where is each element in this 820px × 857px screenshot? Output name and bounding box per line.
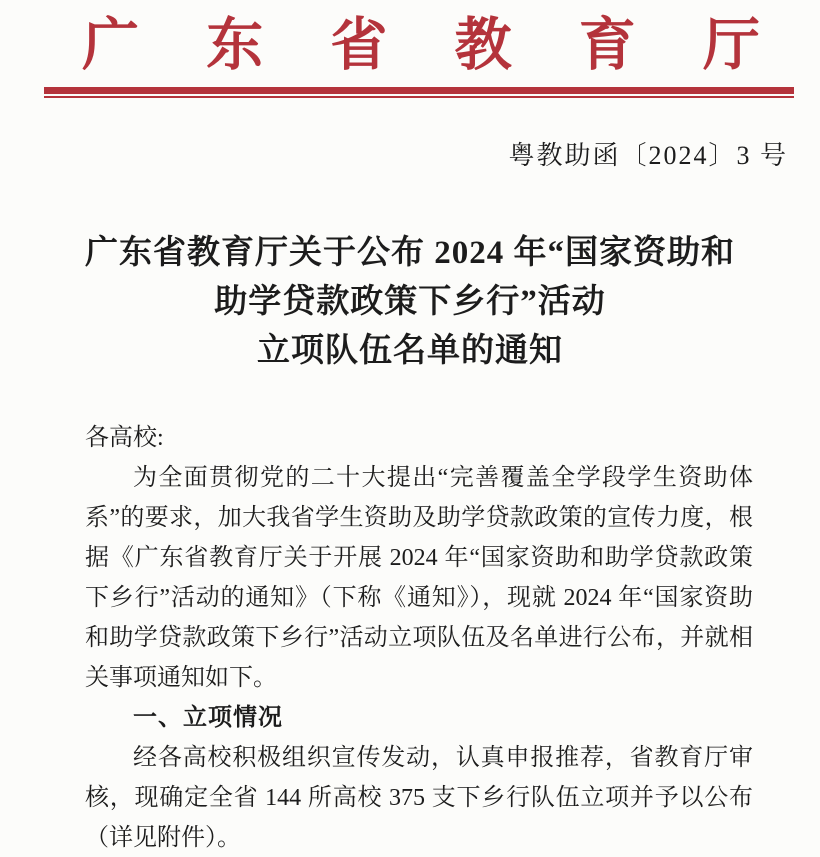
letterhead-char: 教	[454, 14, 512, 77]
document-title-line: 立项队伍名单的通知	[257, 333, 563, 369]
body-line: 关事项通知如下。	[85, 665, 277, 691]
letterhead-rule	[44, 87, 794, 98]
document-number: 粤教助函〔2024〕3 号	[508, 141, 788, 170]
body-line: 经各高校积极组织宣传发动，认真申报推荐，省教育厅审	[133, 745, 753, 771]
body-line: （详见附件）。	[85, 825, 241, 851]
document-title-line: 助学贷款政策下乡行”活动	[214, 284, 606, 320]
letterhead-char: 东	[206, 14, 264, 77]
body-line: 为全面贯彻党的二十大提出“完善覆盖全学段学生资助体	[133, 465, 753, 491]
salutation: 各高校:	[85, 425, 164, 451]
document-body	[85, 418, 753, 857]
letterhead-rule-thick	[44, 87, 794, 94]
body-line: 系”的要求，加大我省学生资助及助学贷款政策的宣传力度，根	[85, 505, 753, 531]
body-line: 和助学贷款政策下乡行”活动立项队伍及名单进行公布，并就相	[85, 625, 753, 651]
body-line: 据《广东省教育厅关于开展 2024 年“国家资助和助学贷款政策	[85, 545, 753, 571]
letterhead-char: 省	[330, 14, 388, 77]
body-paragraphs	[85, 458, 753, 857]
letterhead-char: 育	[578, 14, 636, 77]
body-line: 核，现确定全省 144 所高校 375 支下乡行队伍立项并予以公布	[85, 785, 753, 811]
section-heading: 一、立项情况	[133, 704, 283, 731]
body-line: 下乡行”活动的通知》（下称《通知》），现就 2024 年“国家资助	[85, 585, 753, 611]
letterhead-agency-name	[82, 6, 760, 86]
letterhead-char: 厅	[702, 14, 760, 77]
document-title-line: 广东省教育厅关于公布 2024 年“国家资助和	[85, 235, 735, 271]
letterhead-char: 广	[82, 14, 139, 77]
document-title	[0, 229, 820, 376]
letterhead-rule-thin	[44, 96, 794, 98]
